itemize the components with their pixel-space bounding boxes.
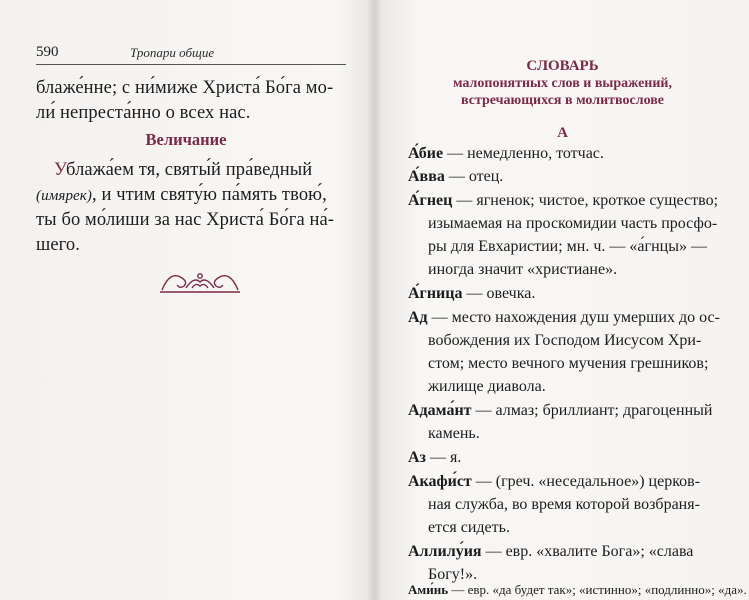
glossary-entry-cont: иногда значит «христиане». bbox=[428, 261, 618, 278]
glossary-entry-cont: камень. bbox=[428, 425, 480, 442]
glossary-entry-cont: стом; место вечного мучения грешников; bbox=[428, 355, 709, 372]
text-line: ли́ непреста́нно о всех нас. bbox=[36, 103, 251, 123]
glossary-entry-cont: Богу!». bbox=[428, 566, 478, 583]
glossary-entry: Акафи́ст — (греч. «неседальное») церков- bbox=[408, 473, 701, 490]
floral-ornament-icon bbox=[160, 268, 240, 294]
drop-cap: У bbox=[54, 160, 67, 180]
section-heading: Величание bbox=[145, 130, 227, 149]
glossary-entry-cont: жилище диавола. bbox=[428, 378, 546, 395]
glossary-entry-cont: ры для Евхаристии; мн. ч. — «а́гнцы» — bbox=[428, 238, 707, 255]
glossary-entry: А́вва — отец. bbox=[408, 168, 504, 185]
glossary-entry: А́бие — немедленно, тотчас. bbox=[408, 145, 604, 162]
running-title: Тропари общие bbox=[130, 45, 215, 60]
glossary-entry-cont: ная служба, во время которой возбраня- bbox=[428, 496, 700, 513]
glossary-entry: Аз — я. bbox=[408, 449, 462, 466]
glossary-subtitle: малопонятных слов и выражений, bbox=[452, 76, 672, 91]
glossary-entry-cont: изымаемая на проскомидии часть просфо- bbox=[428, 215, 718, 232]
glossary-subtitle: встречающихся в молитвослове bbox=[461, 93, 664, 108]
glossary-entry: Аллилу́ия — евр. «хвалите Бога»; «слава bbox=[408, 543, 694, 560]
glossary-entry: Ами́нь — евр. «да будет так»; «истинно»; «подлинно»; «да». bbox=[408, 582, 747, 597]
glossary-letter: А bbox=[557, 125, 568, 141]
velichanie-line: Ублажа́ем тя, святы́й пра́ведный bbox=[54, 160, 313, 180]
glossary-entry: Ад — место нахождения душ умерших до ос- bbox=[408, 309, 720, 326]
header-rule bbox=[36, 64, 346, 65]
velichanie-line: шего. bbox=[36, 235, 80, 255]
glossary-entry: А́гнец — ягненок; чистое, кроткое существо; bbox=[408, 192, 719, 209]
velichanie-line: ты бо мо́лиши за нас Христа́ Бо́га на́- bbox=[36, 210, 335, 230]
velichanie-line: (имярек), и чтим святу́ю па́мять твою́, bbox=[36, 185, 327, 205]
glossary-entry-cont: ется сидеть. bbox=[428, 519, 510, 536]
text-line: блаже́нне; с ни́миже Христа́ Бо́га мо- bbox=[36, 78, 334, 98]
glossary-entry-cont: вобождения их Господом Иисусом Хри- bbox=[428, 332, 702, 349]
glossary-title: СЛОВАРЬ bbox=[526, 58, 599, 74]
glossary-entry: Адама́нт — алмаз; бриллиант; драгоценный bbox=[408, 402, 713, 419]
left-page bbox=[0, 0, 372, 600]
right-page bbox=[376, 0, 749, 600]
page-number: 590 bbox=[36, 44, 59, 60]
glossary-entry: А́гница — овечка. bbox=[408, 285, 536, 302]
name-placeholder: (имярек) bbox=[36, 188, 93, 204]
